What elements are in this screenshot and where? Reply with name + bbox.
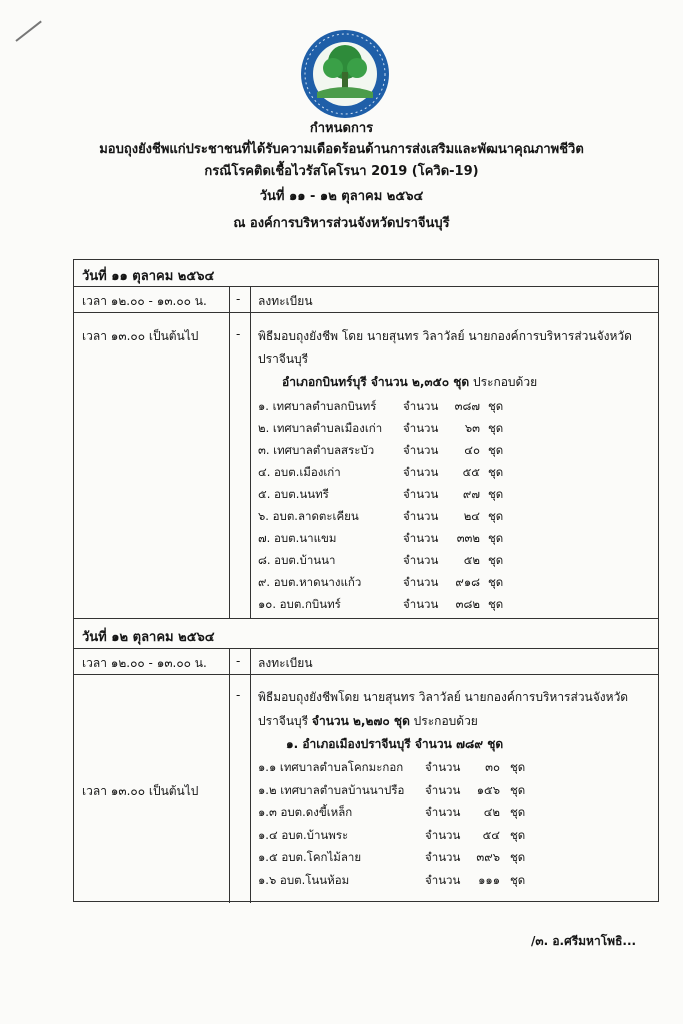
doc-title: กำหนดการ <box>309 121 374 136</box>
item-unit: ชุด <box>488 597 504 611</box>
item-quantity: ๙๑๘ <box>455 575 480 589</box>
item-quantity: ๔๒ <box>483 805 500 819</box>
item-quantity: ๓๐ <box>485 760 500 774</box>
day2-ceremony-line2 <box>258 712 478 731</box>
table-divider <box>74 648 658 649</box>
item-unit: ชุด <box>488 465 504 479</box>
item-name: ๕. อบต.นนทรี <box>258 487 329 501</box>
day1-registration-dash: - <box>236 292 241 306</box>
item-quantity: ๓๙๖ <box>476 850 500 864</box>
doc-subtitle-1: มอบถุงยังชีพแก่ประชาชนที่ได้รับความเดือดร้อนด้านการส่งเสริมและพัฒนาคุณภาพชีวิต <box>99 142 584 157</box>
item-unit: ชุด <box>510 827 526 842</box>
day2-registration-text: ลงทะเบียน <box>258 656 313 670</box>
item-name: ๑.๕ อบต.โคกไม้ลาย <box>258 850 362 864</box>
item-name: ๑๐. อบต.กบินทร์ <box>258 597 341 611</box>
item-name: ๔. อบต.เมืองเก่า <box>258 465 341 479</box>
day1-registration-text: ลงทะเบียน <box>258 294 313 308</box>
item-unit: ชุด <box>510 805 526 819</box>
item-unit: ชุด <box>488 509 504 523</box>
doc-subtitle-2: กรณีโรคติดเชื้อไวรัสโคโรนา 2019 (โควิด-19) <box>204 164 479 179</box>
pen-mark <box>15 21 41 42</box>
continuation-note: /๓. อ.ศรีมหาโพธิ... <box>531 934 637 948</box>
day2-ceremony-line2-b: ประกอบด้วย <box>409 714 478 728</box>
item-quantity: ๓๓๒ <box>456 531 480 545</box>
day1-district-name: อำเภอกบินทร์บุรี จำนวน ๒,๓๕๐ ชุด <box>282 375 470 389</box>
day2-ceremony-line2-a: ปราจีนบุรี <box>258 714 312 728</box>
item-name: ๑.๓ อบต.ดงขี้เหล็ก <box>258 805 353 819</box>
day1-heading: วันที่ ๑๑ ตุลาคม ๒๕๖๔ <box>82 269 215 284</box>
item-quantity: ๓๘๗ <box>454 399 480 413</box>
day2-district: ๑. อำเภอเมืองปราจีนบุรี จำนวน ๗๘๙ ชุด <box>286 737 504 751</box>
day2-ceremony-dash: - <box>236 688 241 702</box>
item-unit: ชุด <box>488 575 504 589</box>
day2-ceremony-total: จำนวน ๒,๒๗๐ ชุด <box>311 714 410 728</box>
item-label: จำนวน <box>425 760 461 774</box>
item-quantity: ๔๐ <box>464 443 480 457</box>
item-unit: ชุด <box>510 760 526 774</box>
table-divider <box>74 286 658 287</box>
item-label: จำนวน <box>425 850 461 864</box>
item-unit: ชุด <box>488 531 504 545</box>
table-col-divider <box>229 286 230 618</box>
item-name: ๓. เทศบาลตำบลสระบัว <box>258 443 375 457</box>
item-unit: ชุด <box>510 850 526 864</box>
item-quantity: ๒๔ <box>463 509 480 523</box>
table-divider <box>74 312 658 313</box>
item-label: จำนวน <box>403 443 439 457</box>
item-quantity: ๖๓ <box>464 421 480 435</box>
item-name: ๑.๖ อบต.โนนห้อม <box>258 872 350 887</box>
item-label: จำนวน <box>403 487 439 501</box>
doc-venue: ณ องค์การบริหารส่วนจังหวัดปราจีนบุรี <box>233 216 450 231</box>
item-quantity: ๕๒ <box>463 553 480 567</box>
table-col-divider <box>229 648 230 903</box>
item-label: จำนวน <box>403 531 439 545</box>
day1-ceremony-dash: - <box>236 327 241 341</box>
item-name: ๘. อบต.บ้านนา <box>258 553 336 567</box>
item-unit: ชุด <box>488 553 504 567</box>
item-label: จำนวน <box>403 421 439 435</box>
item-name: ๖. อบต.ลาดตะเคียน <box>258 509 359 523</box>
day2-registration-dash: - <box>236 654 241 668</box>
item-label: จำนวน <box>403 465 439 479</box>
item-name: ๑.๒ เทศบาลตำบลบ้านนาปรือ <box>258 782 405 797</box>
day1-ceremony-line1: พิธีมอบถุงยังชีพ โดย นายสุนทร วิลาวัลย์ นายกองค์การบริหารส่วนจังหวัด <box>258 329 632 343</box>
item-label: จำนวน <box>403 575 439 589</box>
table-divider <box>74 674 658 675</box>
item-unit: ชุด <box>488 487 504 501</box>
day1-ceremony-line2: ปราจีนบุรี <box>258 352 309 366</box>
item-label: จำนวน <box>425 827 461 842</box>
schedule-table <box>73 259 659 902</box>
logo-tree-crown-left <box>323 58 343 78</box>
item-quantity: ๑๑๑ <box>478 872 500 887</box>
item-quantity: ๕๔ <box>482 827 500 842</box>
item-name: ๗. อบต.นาแขม <box>258 531 337 545</box>
day1-district-rest: ประกอบด้วย <box>469 375 538 389</box>
item-name: ๑.๑ เทศบาลตำบลโคกมะกอก <box>258 760 404 774</box>
item-label: จำนวน <box>403 399 439 413</box>
pao-logo <box>299 28 391 120</box>
item-label: จำนวน <box>403 509 439 523</box>
item-label: จำนวน <box>403 553 439 567</box>
day1-registration-time: เวลา ๑๒.๐๐ - ๑๓.๐๐ น. <box>82 294 207 308</box>
day1-ceremony-time: เวลา ๑๓.๐๐ เป็นต้นไป <box>82 329 199 343</box>
item-quantity: ๕๕ <box>462 465 480 479</box>
table-col-divider <box>250 286 251 618</box>
item-label: จำนวน <box>425 805 461 819</box>
item-name: ๒. เทศบาลตำบลเมืองเก่า <box>258 421 383 435</box>
day2-ceremony-time: เวลา ๑๓.๐๐ เป็นต้นไป <box>82 784 199 798</box>
day1-district <box>282 373 537 392</box>
item-label: จำนวน <box>425 782 461 797</box>
item-unit: ชุด <box>510 872 526 887</box>
item-quantity: ๙๗ <box>462 487 480 501</box>
item-quantity: ๓๘๒ <box>455 597 480 611</box>
doc-date: วันที่ ๑๑ - ๑๒ ตุลาคม ๒๕๖๔ <box>259 189 424 204</box>
item-name: ๑. เทศบาลตำบลกบินทร์ <box>258 399 377 413</box>
item-unit: ชุด <box>488 399 504 413</box>
item-label: จำนวน <box>425 872 461 887</box>
logo-tree-crown-right <box>347 58 367 78</box>
day2-ceremony-line1: พิธีมอบถุงยังชีพโดย นายสุนทร วิลาวัลย์ นายกองค์การบริหารส่วนจังหวัด <box>258 690 629 704</box>
table-divider <box>74 618 658 619</box>
item-quantity: ๑๕๖ <box>476 782 500 797</box>
item-label: จำนวน <box>403 597 439 611</box>
item-name: ๑.๔ อบต.บ้านพระ <box>258 827 349 842</box>
item-name: ๙. อบต.หาดนางแก้ว <box>258 575 362 589</box>
item-unit: ชุด <box>488 443 504 457</box>
item-unit: ชุด <box>488 421 504 435</box>
day2-heading: วันที่ ๑๒ ตุลาคม ๒๕๖๔ <box>82 630 215 645</box>
table-col-divider <box>250 648 251 903</box>
day2-registration-time: เวลา ๑๒.๐๐ - ๑๓.๐๐ น. <box>82 656 207 670</box>
item-unit: ชุด <box>510 782 526 797</box>
